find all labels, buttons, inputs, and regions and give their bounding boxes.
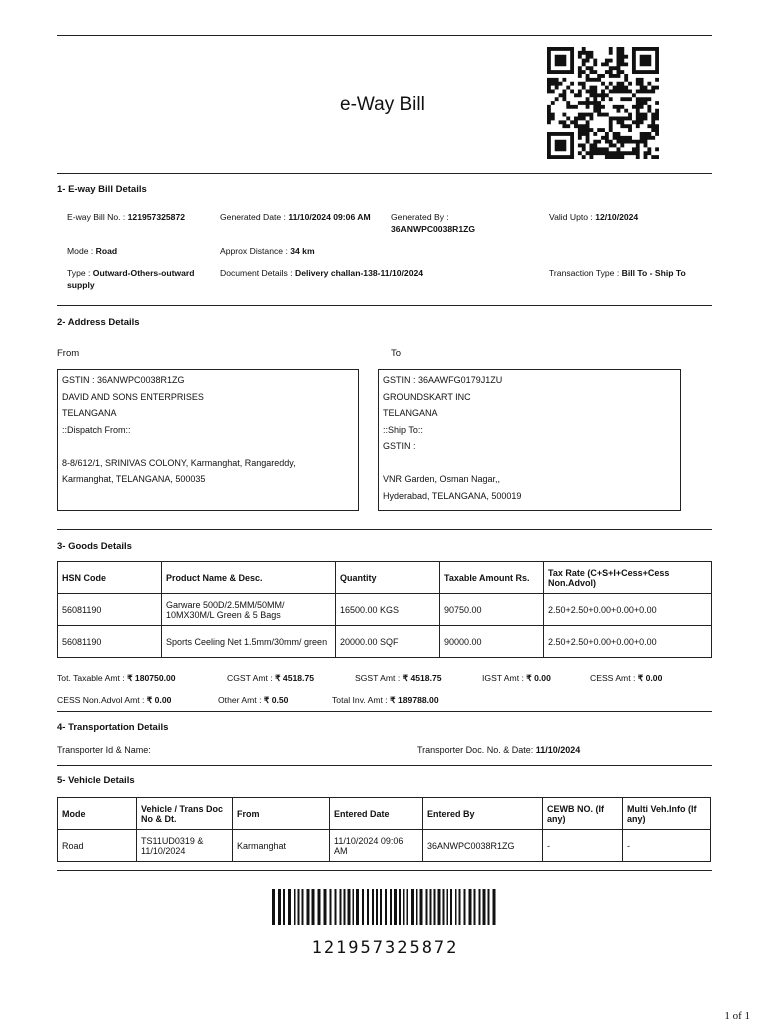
- generated-date-field: Generated Date : 11/10/2024 09:06 AM: [220, 212, 371, 222]
- generated-by-value: 36ANWPC0038R1ZG: [391, 224, 476, 234]
- transaction-type-value: Bill To - Ship To: [621, 268, 686, 278]
- cess-non-advol-field: CESS Non.Advol Amt : ₹ 0.00: [57, 695, 172, 705]
- table-row: [58, 626, 712, 658]
- mode-value: Road: [95, 246, 118, 256]
- generated-by-field: Generated By : 36ANWPC0038R1ZG: [391, 212, 476, 234]
- qr-code-icon: [544, 47, 662, 159]
- from-label: From: [57, 348, 80, 359]
- generated-date-value: 11/10/2024 09:06 AM: [288, 212, 371, 222]
- goods-header-cell: Taxable Amount Rs.: [440, 562, 544, 594]
- igst-field: IGST Amt : ₹ 0.00: [482, 673, 551, 683]
- to-address-line: GSTIN :: [383, 441, 416, 451]
- goods-header-cell: Tax Rate (C+S+I+Cess+Cess Non.Advol): [544, 562, 712, 594]
- goods-cell: 20000.00 SQF: [336, 626, 440, 658]
- from-address-box: [57, 369, 359, 511]
- goods-header-cell: Product Name & Desc.: [162, 562, 336, 594]
- approx-distance-field: Approx Distance : 34 km: [220, 246, 315, 256]
- document-details-value: Delivery challan-138-11/10/2024: [295, 268, 424, 278]
- vehicle-header-cell: Vehicle / Trans Doc No & Dt.: [137, 798, 233, 830]
- vehicle-cell: -: [543, 830, 623, 862]
- vehicle-cell: TS11UD0319 & 11/10/2024: [137, 830, 233, 862]
- divider: [57, 173, 712, 174]
- section-title-goods: 3- Goods Details: [57, 541, 132, 552]
- transporter-doc-value: 11/10/2024: [535, 745, 581, 755]
- total-inv-value: ₹ 189788.00: [390, 695, 439, 705]
- to-address-line: GROUNDSKART INC: [383, 391, 471, 402]
- from-address-line: Karmanghat, TELANGANA, 500035: [62, 474, 206, 484]
- to-label: To: [391, 348, 402, 359]
- table-row: [58, 830, 711, 862]
- cess-field: CESS Amt : ₹ 0.00: [590, 673, 663, 683]
- to-address-line: GSTIN : 36AAWFG0179J1ZU: [383, 375, 503, 385]
- sgst-field: SGST Amt : ₹ 4518.75: [355, 673, 442, 683]
- section-title-transport: 4- Transportation Details: [57, 722, 169, 733]
- from-address-line: TELANGANA: [62, 408, 117, 418]
- table-row: [58, 594, 712, 626]
- to-address-box: [378, 369, 681, 511]
- divider: [57, 305, 712, 306]
- to-address-line: [383, 455, 676, 472]
- divider: [57, 870, 712, 871]
- divider: [57, 529, 712, 530]
- vehicle-cell: 11/10/2024 09:06 AM: [330, 830, 423, 862]
- ewb-no-value: 121957325872: [127, 212, 186, 222]
- mode-field: Mode : Road: [67, 246, 118, 256]
- top-divider: [57, 35, 712, 36]
- vehicle-header-cell: CEWB NO. (If any): [543, 798, 623, 830]
- from-address-line: [62, 438, 354, 455]
- goods-cell: 16500.00 KGS: [336, 594, 440, 626]
- tot-taxable-value: ₹ 180750.00: [127, 673, 176, 683]
- cess-value: ₹ 0.00: [637, 673, 663, 683]
- barcode-number: 121957325872: [311, 938, 459, 958]
- goods-cell: 56081190: [58, 594, 162, 626]
- from-address-line: DAVID AND SONS ENTERPRISES: [62, 391, 204, 402]
- other-amt-field: Other Amt : ₹ 0.50: [218, 695, 289, 705]
- section-title-eway: 1- E-way Bill Details: [57, 184, 147, 195]
- divider: [57, 765, 712, 766]
- other-amt-value: ₹ 0.50: [263, 695, 289, 705]
- to-address-line: TELANGANA: [383, 408, 438, 418]
- page-title: e-Way Bill: [340, 94, 425, 115]
- goods-cell: 90750.00: [440, 594, 544, 626]
- page-number: 1 of 1: [724, 1010, 750, 1022]
- transporter-doc-field: Transporter Doc. No. & Date: 11/10/2024: [417, 745, 581, 755]
- section-title-vehicle: 5- Vehicle Details: [57, 775, 135, 786]
- goods-header-cell: HSN Code: [58, 562, 162, 594]
- to-address-line: Hyderabad, TELANGANA, 500019: [383, 490, 522, 501]
- igst-value: ₹ 0.00: [526, 673, 551, 683]
- transporter-field: Transporter Id & Name:: [57, 745, 151, 755]
- barcode-icon: [270, 889, 500, 925]
- valid-upto-field: Valid Upto : 12/10/2024: [549, 212, 639, 222]
- approx-distance-value: 34 km: [290, 246, 315, 256]
- vehicle-cell: -: [623, 830, 711, 862]
- type-value-cont: supply: [67, 280, 95, 290]
- section-title-address: 2- Address Details: [57, 317, 140, 328]
- sgst-value: ₹ 4518.75: [402, 673, 442, 683]
- type-field: Type : Outward-Others-outward supply: [67, 267, 212, 291]
- vehicle-cell: 36ANWPC0038R1ZG: [423, 830, 543, 862]
- transaction-type-field: Transaction Type : Bill To - Ship To: [549, 268, 686, 278]
- type-value: Outward-Others-outward: [92, 268, 195, 278]
- vehicle-header-cell: Entered By: [423, 798, 543, 830]
- divider: [57, 711, 712, 712]
- from-address-line: 8-8/612/1, SRINIVAS COLONY, Karmanghat, Rangareddy,: [62, 457, 296, 468]
- vehicle-header-cell: Entered Date: [330, 798, 423, 830]
- ewb-no-field: E-way Bill No. : 121957325872: [67, 212, 186, 222]
- goods-cell: 56081190: [58, 626, 162, 658]
- goods-cell: 2.50+2.50+0.00+0.00+0.00: [544, 626, 712, 658]
- vehicle-header-cell: From: [233, 798, 330, 830]
- vehicle-cell: Karmanghat: [233, 830, 330, 862]
- vehicle-table: [57, 797, 711, 862]
- goods-cell: Garware 500D/2.5MM/50MM/ 10MX30M/L Green & 5 Bags: [162, 594, 336, 626]
- vehicle-cell: Road: [58, 830, 137, 862]
- valid-upto-value: 12/10/2024: [595, 212, 639, 222]
- vehicle-header-cell: Multi Veh.Info (If any): [623, 798, 711, 830]
- to-address-line: VNR Garden, Osman Nagar,,: [383, 474, 501, 484]
- goods-cell: 2.50+2.50+0.00+0.00+0.00: [544, 594, 712, 626]
- from-address-line: GSTIN : 36ANWPC0038R1ZG: [62, 375, 185, 385]
- cgst-field: CGST Amt : ₹ 4518.75: [227, 673, 314, 683]
- goods-cell: 90000.00: [440, 626, 544, 658]
- total-inv-field: Total Inv. Amt : ₹ 189788.00: [332, 695, 439, 705]
- vehicle-header-cell: Mode: [58, 798, 137, 830]
- document-details-field: Document Details : Delivery challan-138-11/10/2024: [220, 268, 424, 278]
- from-address-line: ::Dispatch From::: [62, 424, 131, 435]
- goods-table: [57, 561, 712, 658]
- cess-non-advol-value: ₹ 0.00: [146, 695, 172, 705]
- goods-header-cell: Quantity: [336, 562, 440, 594]
- goods-cell: Sports Ceeling Net 1.5mm/30mm/ green: [162, 626, 336, 658]
- tot-taxable-field: Tot. Taxable Amt : ₹ 180750.00: [57, 673, 176, 683]
- cgst-value: ₹ 4518.75: [275, 673, 314, 683]
- to-address-line: ::Ship To::: [383, 424, 423, 435]
